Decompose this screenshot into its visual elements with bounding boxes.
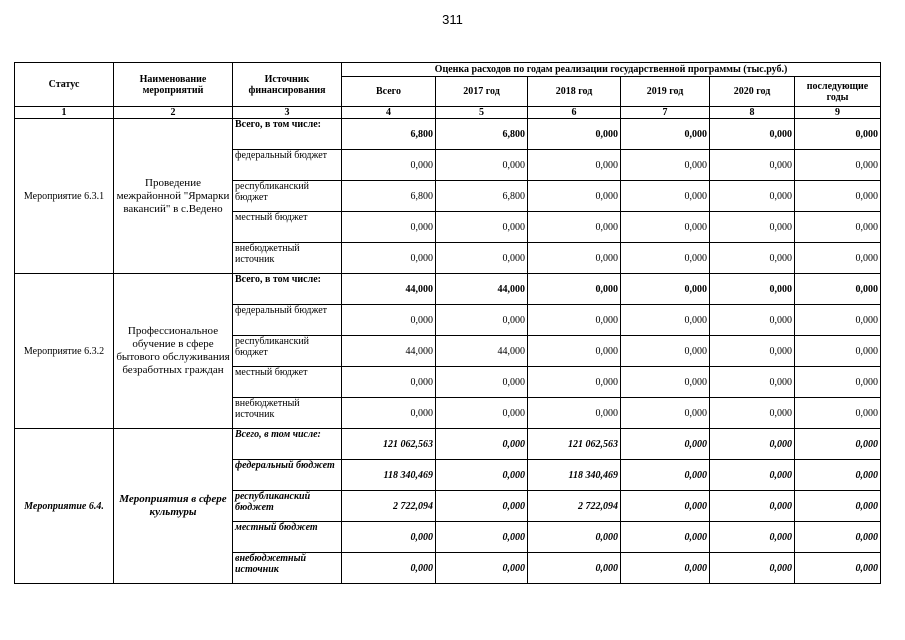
index-cell: 8 <box>710 107 795 119</box>
value-cell: 0,000 <box>795 460 881 491</box>
index-cell: 9 <box>795 107 881 119</box>
header-2019: 2019 год <box>621 77 710 107</box>
value-cell: 0,000 <box>795 274 881 305</box>
value-cell: 0,000 <box>528 522 621 553</box>
value-cell: 0,000 <box>710 305 795 336</box>
header-name: Наименование мероприятий <box>114 63 233 107</box>
value-cell: 0,000 <box>795 181 881 212</box>
value-cell: 0,000 <box>342 212 436 243</box>
value-cell: 0,000 <box>436 150 528 181</box>
value-cell: 0,000 <box>621 336 710 367</box>
value-cell: 0,000 <box>528 336 621 367</box>
index-cell: 1 <box>15 107 114 119</box>
value-cell: 118 340,469 <box>342 460 436 491</box>
value-cell: 0,000 <box>528 119 621 150</box>
table-row <box>15 429 881 460</box>
value-cell: 0,000 <box>621 553 710 584</box>
value-cell: 0,000 <box>621 522 710 553</box>
header-2018: 2018 год <box>528 77 621 107</box>
index-cell: 5 <box>436 107 528 119</box>
source-cell: внебюджетный источник <box>233 243 342 274</box>
header-source: Источник финансирования <box>233 63 342 107</box>
table-row <box>15 274 881 305</box>
index-cell: 2 <box>114 107 233 119</box>
value-cell: 2 722,094 <box>342 491 436 522</box>
value-cell: 0,000 <box>795 150 881 181</box>
source-cell: республиканский бюджет <box>233 336 342 367</box>
value-cell: 0,000 <box>621 367 710 398</box>
source-cell: федеральный бюджет <box>233 150 342 181</box>
value-cell: 6,800 <box>342 181 436 212</box>
index-cell: 3 <box>233 107 342 119</box>
value-cell: 0,000 <box>621 429 710 460</box>
source-cell: внебюджетный источник <box>233 553 342 584</box>
value-cell: 44,000 <box>342 274 436 305</box>
event-name-cell: Проведение межрайонной "Ярмарки вакансий" в с.Ведено <box>114 119 233 274</box>
value-cell: 0,000 <box>342 367 436 398</box>
header-total: Всего <box>342 77 436 107</box>
header-status: Статус <box>15 63 114 107</box>
value-cell: 0,000 <box>710 181 795 212</box>
value-cell: 0,000 <box>621 491 710 522</box>
event-name-cell: Профессиональное обучение в сфере бытового обслуживания безработных граждан <box>114 274 233 429</box>
value-cell: 0,000 <box>621 150 710 181</box>
value-cell: 44,000 <box>436 336 528 367</box>
source-cell: федеральный бюджет <box>233 305 342 336</box>
value-cell: 0,000 <box>436 243 528 274</box>
value-cell: 0,000 <box>436 553 528 584</box>
source-cell: Всего, в том числе: <box>233 119 342 150</box>
value-cell: 0,000 <box>795 243 881 274</box>
value-cell: 0,000 <box>528 553 621 584</box>
value-cell: 0,000 <box>710 522 795 553</box>
value-cell: 0,000 <box>621 274 710 305</box>
value-cell: 0,000 <box>710 398 795 429</box>
value-cell: 0,000 <box>621 398 710 429</box>
value-cell: 0,000 <box>710 336 795 367</box>
header-later: последующие годы <box>795 77 881 107</box>
value-cell: 0,000 <box>621 212 710 243</box>
value-cell: 0,000 <box>342 243 436 274</box>
value-cell: 0,000 <box>795 305 881 336</box>
source-cell: республиканский бюджет <box>233 181 342 212</box>
value-cell: 0,000 <box>528 305 621 336</box>
value-cell: 0,000 <box>710 553 795 584</box>
value-cell: 0,000 <box>795 336 881 367</box>
source-cell: местный бюджет <box>233 522 342 553</box>
value-cell: 121 062,563 <box>528 429 621 460</box>
value-cell: 2 722,094 <box>528 491 621 522</box>
value-cell: 6,800 <box>342 119 436 150</box>
value-cell: 0,000 <box>436 212 528 243</box>
value-cell: 0,000 <box>795 553 881 584</box>
value-cell: 0,000 <box>795 491 881 522</box>
value-cell: 0,000 <box>795 119 881 150</box>
value-cell: 0,000 <box>528 150 621 181</box>
value-cell: 0,000 <box>795 367 881 398</box>
value-cell: 0,000 <box>710 367 795 398</box>
value-cell: 0,000 <box>710 243 795 274</box>
value-cell: 0,000 <box>795 522 881 553</box>
value-cell: 118 340,469 <box>528 460 621 491</box>
value-cell: 44,000 <box>436 274 528 305</box>
value-cell: 0,000 <box>436 460 528 491</box>
header-estimate: Оценка расходов по годам реализации государственной программы (тыс.руб.) <box>342 63 881 77</box>
source-cell: Всего, в том числе: <box>233 429 342 460</box>
value-cell: 0,000 <box>528 212 621 243</box>
page-number: 311 <box>442 12 463 27</box>
table-row <box>15 119 881 150</box>
index-cell: 6 <box>528 107 621 119</box>
value-cell: 0,000 <box>795 398 881 429</box>
source-cell: местный бюджет <box>233 367 342 398</box>
index-cell: 4 <box>342 107 436 119</box>
value-cell: 0,000 <box>621 305 710 336</box>
value-cell: 0,000 <box>528 243 621 274</box>
value-cell: 0,000 <box>436 522 528 553</box>
value-cell: 0,000 <box>710 150 795 181</box>
header-2017: 2017 год <box>436 77 528 107</box>
value-cell: 0,000 <box>436 305 528 336</box>
source-cell: федеральный бюджет <box>233 460 342 491</box>
value-cell: 0,000 <box>621 460 710 491</box>
value-cell: 0,000 <box>528 398 621 429</box>
status-cell: Мероприятие 6.3.1 <box>15 119 114 274</box>
source-cell: республиканский бюджет <box>233 491 342 522</box>
value-cell: 0,000 <box>795 212 881 243</box>
value-cell: 0,000 <box>710 119 795 150</box>
header-2020: 2020 год <box>710 77 795 107</box>
status-cell: Мероприятие 6.3.2 <box>15 274 114 429</box>
value-cell: 0,000 <box>342 553 436 584</box>
event-name-cell: Мероприятия в сфере культуры <box>114 429 233 584</box>
value-cell: 0,000 <box>436 398 528 429</box>
value-cell: 0,000 <box>710 274 795 305</box>
value-cell: 6,800 <box>436 119 528 150</box>
value-cell: 0,000 <box>436 491 528 522</box>
source-cell: внебюджетный источник <box>233 398 342 429</box>
value-cell: 44,000 <box>342 336 436 367</box>
expenses-table <box>14 62 881 584</box>
value-cell: 0,000 <box>528 367 621 398</box>
value-cell: 121 062,563 <box>342 429 436 460</box>
value-cell: 0,000 <box>710 212 795 243</box>
value-cell: 0,000 <box>528 181 621 212</box>
value-cell: 0,000 <box>342 398 436 429</box>
value-cell: 0,000 <box>436 429 528 460</box>
index-cell: 7 <box>621 107 710 119</box>
value-cell: 0,000 <box>342 150 436 181</box>
value-cell: 0,000 <box>342 522 436 553</box>
value-cell: 0,000 <box>710 460 795 491</box>
index-row <box>15 107 881 119</box>
value-cell: 0,000 <box>710 429 795 460</box>
value-cell: 0,000 <box>621 181 710 212</box>
value-cell: 0,000 <box>528 274 621 305</box>
value-cell: 6,800 <box>436 181 528 212</box>
value-cell: 0,000 <box>710 491 795 522</box>
value-cell: 0,000 <box>795 429 881 460</box>
value-cell: 0,000 <box>342 305 436 336</box>
status-cell: Мероприятие 6.4. <box>15 429 114 584</box>
source-cell: Всего, в том числе: <box>233 274 342 305</box>
value-cell: 0,000 <box>621 119 710 150</box>
value-cell: 0,000 <box>621 243 710 274</box>
value-cell: 0,000 <box>436 367 528 398</box>
source-cell: местный бюджет <box>233 212 342 243</box>
